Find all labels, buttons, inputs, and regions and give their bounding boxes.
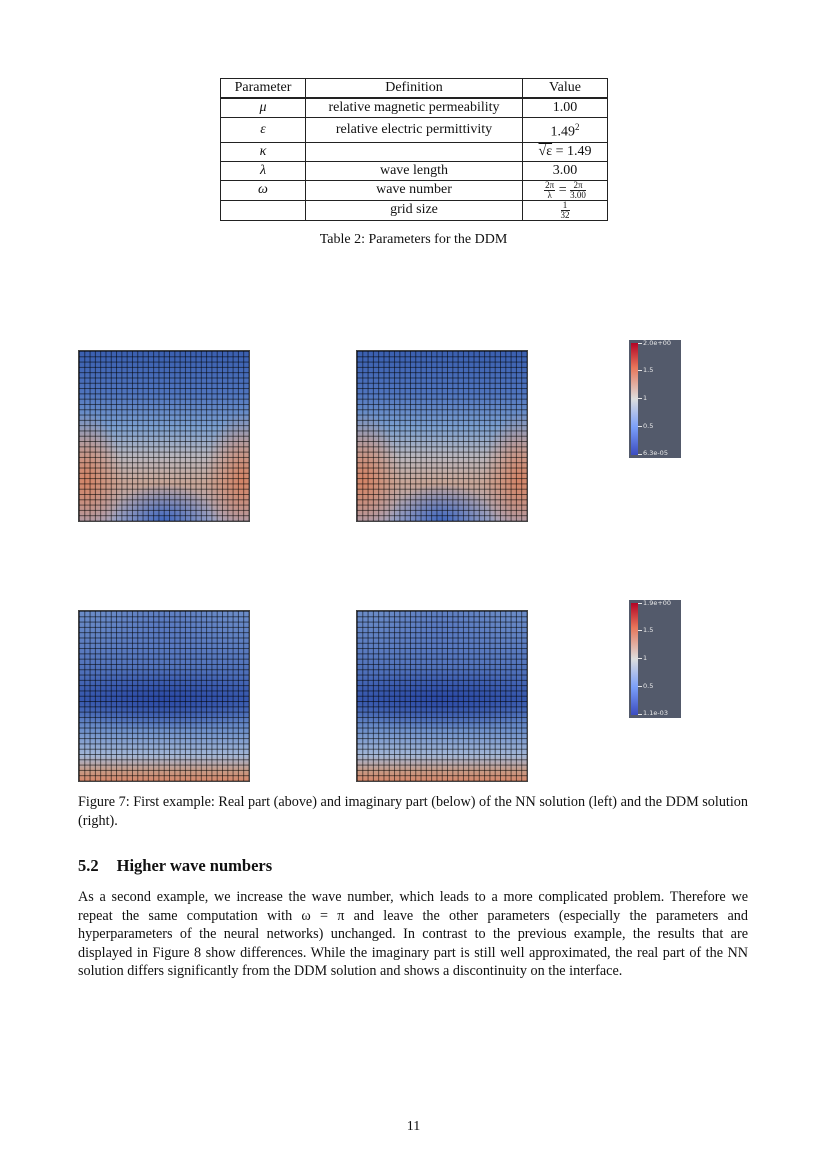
table-row [221,200,608,220]
table-header-cell: Parameter [221,79,306,99]
table-cell-symbol: λ [221,161,306,180]
fraction-numerator: 1 [561,201,570,211]
figure-caption: Figure 7: First example: Real part (above) and imaginary part (below) of the NN solution (left) and the DDM solution (right). [78,794,748,829]
page-number: 11 [406,1119,421,1134]
equals-sign: = [558,182,567,198]
plot-imag-ddm [356,610,528,782]
fraction [561,201,570,220]
section-heading [78,856,272,876]
fraction-denominator: 3.00 [570,189,586,200]
table-row [221,161,608,180]
section-number: 5.2 [78,856,99,875]
colorbar-label: 1.9e+00 [643,599,672,607]
table-cell-definition: wave length [306,161,523,180]
plot-real-nn [78,350,250,522]
table-header-row [221,79,608,99]
table-caption: Table 2: Parameters for the DDM [319,232,508,247]
fraction-numerator: 2π [545,179,555,190]
table-cell-value [523,180,608,200]
value-exponent: 2 [575,122,580,132]
table-cell-value [523,118,608,143]
colorbar-real [629,340,681,458]
fraction-denominator: 32 [560,209,570,220]
table-row [221,98,608,118]
table-cell-definition: relative magnetic permeability [306,98,523,118]
colorbar-label: 1.5 [643,626,654,634]
fraction [544,181,555,200]
mesh-grid [357,351,527,521]
colorbar-label: 1.1e-03 [643,709,668,717]
table-cell-definition: wave number [306,180,523,200]
fraction [570,181,586,200]
table-cell-symbol: ε [221,118,306,143]
table-cell-symbol: μ [221,98,306,118]
table-row [221,180,608,200]
table-cell-symbol: κ [221,142,306,161]
colorbar-imag [629,600,681,718]
colorbar-gradient [631,343,638,455]
colorbar-label: 6.3e-05 [643,449,668,457]
colorbar-label: 1.5 [643,366,654,374]
table-cell-definition: grid size [306,200,523,220]
value-rest: = 1.49 [552,143,592,159]
table-cell-value [523,200,608,220]
section-title: Higher wave numbers [116,856,273,875]
table-cell-symbol [221,200,306,220]
value-sqrt: √ε [538,143,553,159]
mesh-grid [79,611,249,781]
table-cell-value: 3.00 [523,161,608,180]
table-cell-symbol: ω [221,180,306,200]
colorbar-label: 2.0e+00 [643,339,672,347]
colorbar-gradient [631,603,638,715]
table-row [221,142,608,161]
body-paragraph: As a second example, we increase the wave number, which leads to a more complicated problem. Therefore we repeat the same computation with ω = π and leave the other parameters (especially the parameters and hyperparameters of the neural networks) unchanged. In contrast to the previous example, the results that are displayed in Figure 8 show differences. While the imaginary part is still well approximated, the real part of the NN solution differs significantly from the DDM solution and shows a discontinuity on the interface. [78,889,748,980]
plot-imag-nn [78,610,250,782]
table-header-cell: Definition [306,79,523,99]
table-cell-value: 1.00 [523,98,608,118]
colorbar-label: 0.5 [643,422,654,430]
colorbar-label: 1 [643,394,648,402]
colorbar-label: 1 [643,654,648,662]
plot-real-ddm [356,350,528,522]
mesh-grid [357,611,527,781]
colorbar-label: 0.5 [643,682,654,690]
fraction-denominator: λ [547,189,552,200]
parameter-table [220,78,608,221]
table-cell-definition [306,142,523,161]
table-row [221,118,608,143]
table-cell-definition: relative electric permittivity [306,118,523,143]
table-cell-value [523,142,608,161]
fraction-numerator: 2π [570,181,586,191]
value-base: 1.49 [550,124,575,140]
table-header-cell: Value [523,79,608,99]
mesh-grid [79,351,249,521]
